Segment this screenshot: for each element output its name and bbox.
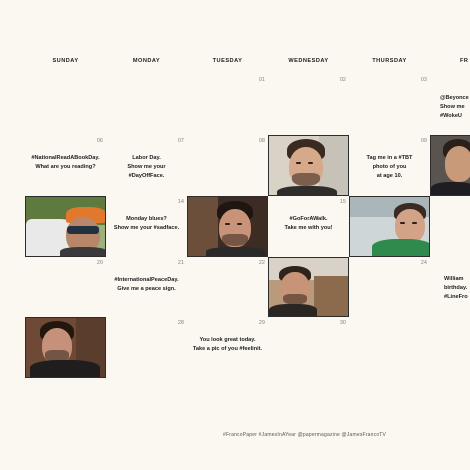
day-prompt: Tag me in a #TBT photo of you at age 10. xyxy=(366,155,413,179)
selfie-photo[interactable] xyxy=(25,196,106,257)
day-prompt: @Beyonce Show me #WokeU xyxy=(440,95,469,119)
calendar-cell xyxy=(187,317,268,378)
day-prompt: #GoForAWalk. Take me with you! xyxy=(284,216,333,231)
selfie-photo[interactable] xyxy=(25,317,106,378)
calendar-cell xyxy=(349,135,430,196)
day-header-friday: FR xyxy=(460,58,469,64)
selfie-photo[interactable] xyxy=(187,196,268,257)
calendar-cell xyxy=(430,257,470,318)
date-number: 28 xyxy=(177,320,184,326)
day-prompt: Monday blues? Show me your #sadface. xyxy=(113,216,180,231)
calendar-cell xyxy=(187,257,268,318)
date-number: 15 xyxy=(339,199,346,205)
calendar-cell xyxy=(430,74,470,135)
day-header-sunday: SUNDAY xyxy=(52,58,79,64)
calendar-cell xyxy=(349,257,430,318)
date-number: 24 xyxy=(420,260,427,266)
footer-hashtags: #FrancoPaper #JamesInAYear @papermagazine @JamesFrancoTV xyxy=(223,432,387,438)
calendar-cell xyxy=(106,257,187,318)
calendar-cell xyxy=(25,135,106,196)
date-number: 07 xyxy=(177,138,184,144)
date-number: 14 xyxy=(177,199,184,205)
calendar-cell xyxy=(268,74,349,135)
day-prompt: Labor Day. Show me your #DayOffFace. xyxy=(127,155,166,179)
day-prompt: #InternationalPeaceDay. Give me a peace sign. xyxy=(114,277,179,292)
calendar-cell xyxy=(268,196,349,257)
selfie-photo[interactable] xyxy=(430,135,470,196)
selfie-photo[interactable] xyxy=(268,135,349,196)
calendar-cell xyxy=(106,317,187,378)
day-header-wednesday: WEDNESDAY xyxy=(288,58,329,64)
day-header-tuesday: TUESDAY xyxy=(212,58,243,64)
selfie-photo[interactable] xyxy=(268,257,349,317)
day-header-monday: MONDAY xyxy=(132,58,161,64)
date-number: 22 xyxy=(258,260,265,266)
date-number: 02 xyxy=(339,77,346,83)
day-prompt: You look great today. Take a pic of you #feelinit. xyxy=(192,337,263,352)
calendar-cell xyxy=(349,74,430,135)
day-header-thursday: THURSDAY xyxy=(372,58,407,64)
calendar-cell xyxy=(25,257,106,318)
day-prompt: William birthday. #LineFro xyxy=(444,276,468,300)
calendar-cell xyxy=(268,317,349,378)
date-number: 01 xyxy=(258,77,265,83)
calendar-cell xyxy=(430,196,470,257)
calendar-cell xyxy=(187,74,268,135)
calendar-cell xyxy=(106,196,187,257)
day-prompt: #NationalReadABookDay. What are you reading? xyxy=(31,155,100,170)
date-number: 08 xyxy=(258,138,265,144)
date-number: 21 xyxy=(177,260,184,266)
date-number: 30 xyxy=(339,320,346,326)
calendar-cell xyxy=(106,135,187,196)
date-number: 20 xyxy=(96,260,103,266)
date-number: 06 xyxy=(96,138,103,144)
selfie-photo[interactable] xyxy=(349,196,430,257)
calendar-cell xyxy=(187,135,268,196)
date-number: 09 xyxy=(420,138,427,144)
date-number: 29 xyxy=(258,320,265,326)
date-number: 03 xyxy=(420,77,427,83)
